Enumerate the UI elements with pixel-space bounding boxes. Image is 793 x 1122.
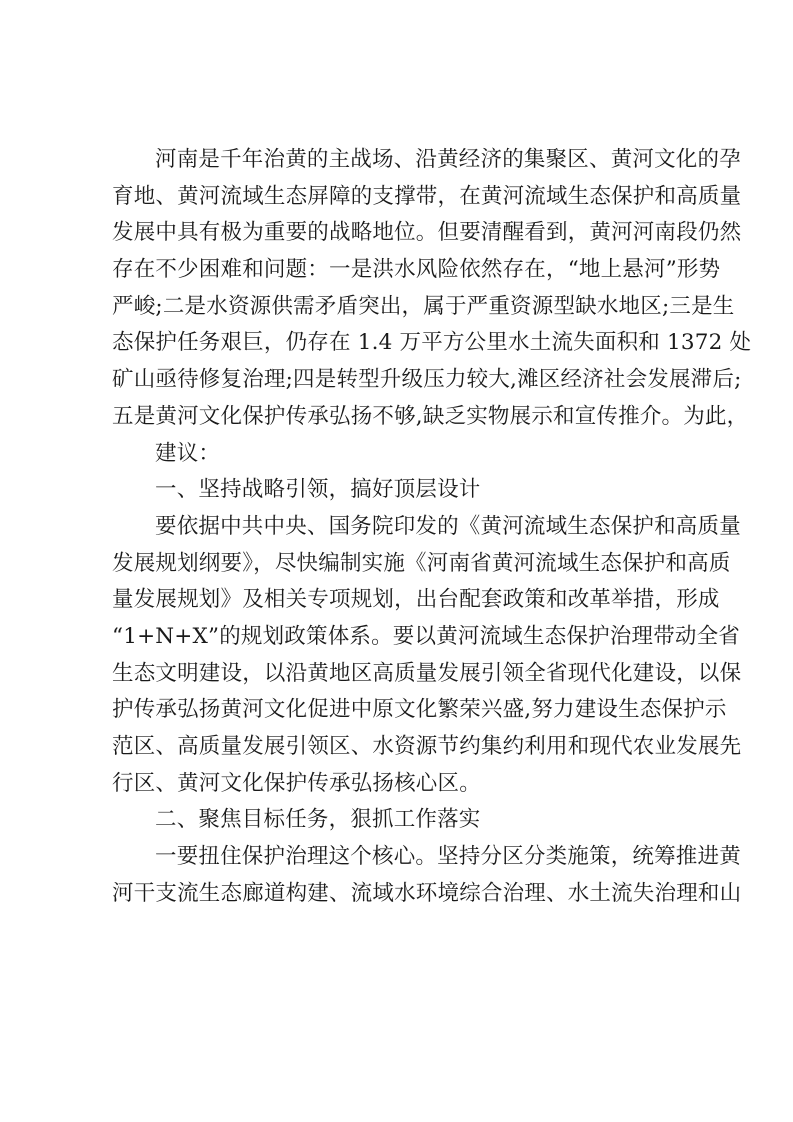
- paragraph-line: 河南是千年治黄的主战场、沿黄经济的集聚区、黄河文化的孕: [155, 147, 741, 172]
- paragraph-line: 发展规划纲要》，尽快编制实施《河南省黄河流域生态保护和高质: [112, 550, 731, 576]
- paragraph-line: 建议：: [155, 440, 221, 466]
- paragraph-line: 一要扭住保护治理这个核心。坚持分区分类施策，统筹推进黄: [155, 844, 741, 870]
- paragraph-line: “1+N+X”的规划政策体系。要以黄河流域生态保护治理带动全省: [112, 623, 741, 649]
- paragraph-line: 发展中具有极为重要的战略地位。但要清醒看到，黄河河南段仍然: [112, 220, 742, 246]
- paragraph-line: 育地、黄河流域生态屏障的支撑带，在黄河流域生态保护和高质量: [112, 183, 742, 209]
- paragraph-line: 五是黄河文化保护传承弘扬不够,缺乏实物展示和宣传推介。为此，: [112, 403, 749, 429]
- paragraph-line: 河干支流生态廊道构建、流域水环境综合治理、水土流失治理和山: [112, 880, 742, 906]
- paragraph-line: 矿山亟待修复治理;四是转型升级压力较大,滩区经济社会发展滞后;: [112, 367, 742, 393]
- document-body: [112, 142, 752, 912]
- paragraph-line: 态保护任务艰巨，仍存在 1.4 万平方公里水土流失面积和 1372 处: [112, 330, 752, 356]
- section-heading: 二、聚焦目标任务，狠抓工作落实: [155, 807, 481, 833]
- paragraph-line: 要依据中共中央、国务院印发的《黄河流域生态保护和高质量: [155, 513, 741, 539]
- paragraph-line: 量发展规划》及相关专项规划，出台配套政策和改革举措，形成: [112, 587, 720, 613]
- paragraph-line: 护传承弘扬黄河文化促进中原文化繁荣兴盛,努力建设生态保护示: [112, 697, 727, 723]
- paragraph-line: 行区、黄河文化保护传承弘扬核心区。: [112, 770, 481, 796]
- paragraph-line: 存在不少困难和问题：一是洪水风险依然存在，“地上悬河”形势: [112, 257, 721, 283]
- paragraph-line: 范区、高质量发展引领区、水资源节约集约利用和现代农业发展先: [112, 734, 742, 759]
- section-heading: 一、坚持战略引领，搞好顶层设计: [155, 477, 481, 503]
- paragraph-line: 严峻;二是水资源供需矛盾突出，属于严重资源型缺水地区;三是生: [112, 293, 735, 319]
- paragraph-line: 生态文明建设，以沿黄地区高质量发展引领全省现代化建设，以保: [112, 660, 742, 686]
